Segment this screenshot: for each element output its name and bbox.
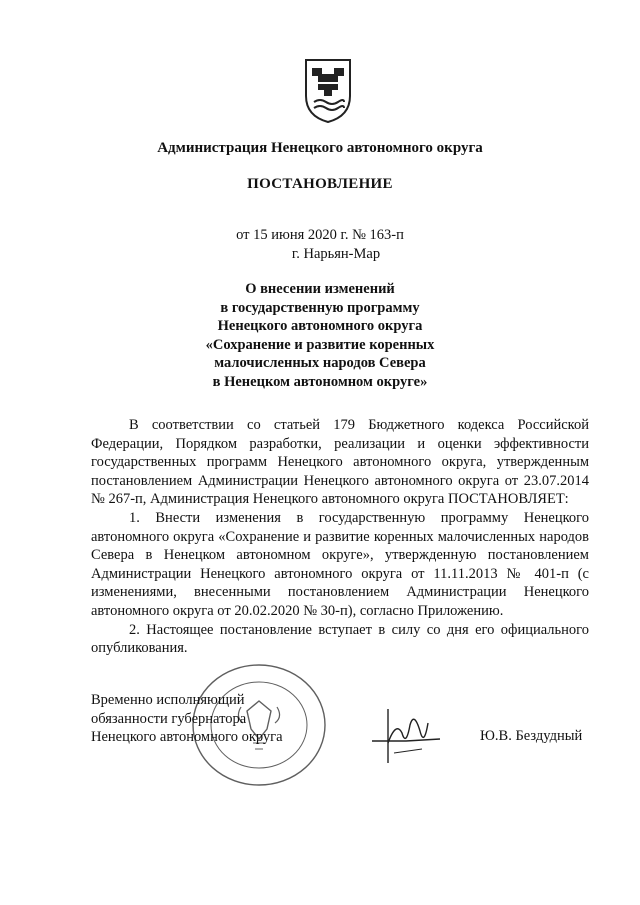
subject-line: О внесении изменений — [245, 281, 395, 297]
body-paragraph: 2. Настоящее постановление вступает в силу со дня его официального опубликования. — [91, 621, 589, 657]
position-line: Временно исполняющий — [91, 692, 245, 708]
coat-of-arms-icon — [302, 56, 354, 124]
subject-line: малочисленных народов Севера — [214, 355, 426, 372]
body-paragraph: 1. Внести изменения в государственную программу Ненецкого автономного округа «Сохранение и развитие коренных малочисленных народов Севера в Ненецком автономном округе», утвержденную постановлением Администрации Ненецкого автономного округа от 11.11.2013 № 401-п (с изменениями, внесенными постановлением Администрации Ненецкого автономного округа от 20.02.2020 № 30-п), согласно Приложению. — [91, 509, 589, 619]
subject-line: «Сохранение и развитие коренных — [205, 336, 435, 353]
handwritten-signature-icon — [366, 703, 446, 767]
document-subject — [0, 280, 640, 392]
document-body — [91, 416, 589, 658]
signatory-name: Ю.В. Бездудный — [480, 728, 583, 744]
date-number: от 15 июня 2020 г. № 163-п — [236, 227, 404, 243]
subject-line: Ненецкого автономного округа — [217, 318, 423, 335]
position-line: обязанности губернатора — [91, 710, 247, 727]
document-type: ПОСТАНОВЛЕНИЕ — [247, 176, 393, 192]
subject-line: в Ненецком автономном округе» — [212, 373, 428, 390]
subject-line: в государственную программу — [220, 299, 420, 316]
signatory-position — [91, 691, 283, 747]
body-paragraph: В соответствии со статьей 179 Бюджетного кодекса Российской Федерации, Порядком разработки, реализации и оценки эффективности государственных программ Ненецкого автономного округа, утвержденным постановлением Администрации Ненецкого автономного округа от 23.07.2014 № 267-п, Администрация Ненецкого автономного округа ПОСТАНОВЛЯЕТ: — [91, 417, 589, 508]
organization-title: Администрация Ненецкого автономного округа — [157, 140, 483, 156]
position-line: Ненецкого автономного округа — [91, 729, 283, 746]
city: г. Нарьян-Мар — [291, 246, 381, 262]
